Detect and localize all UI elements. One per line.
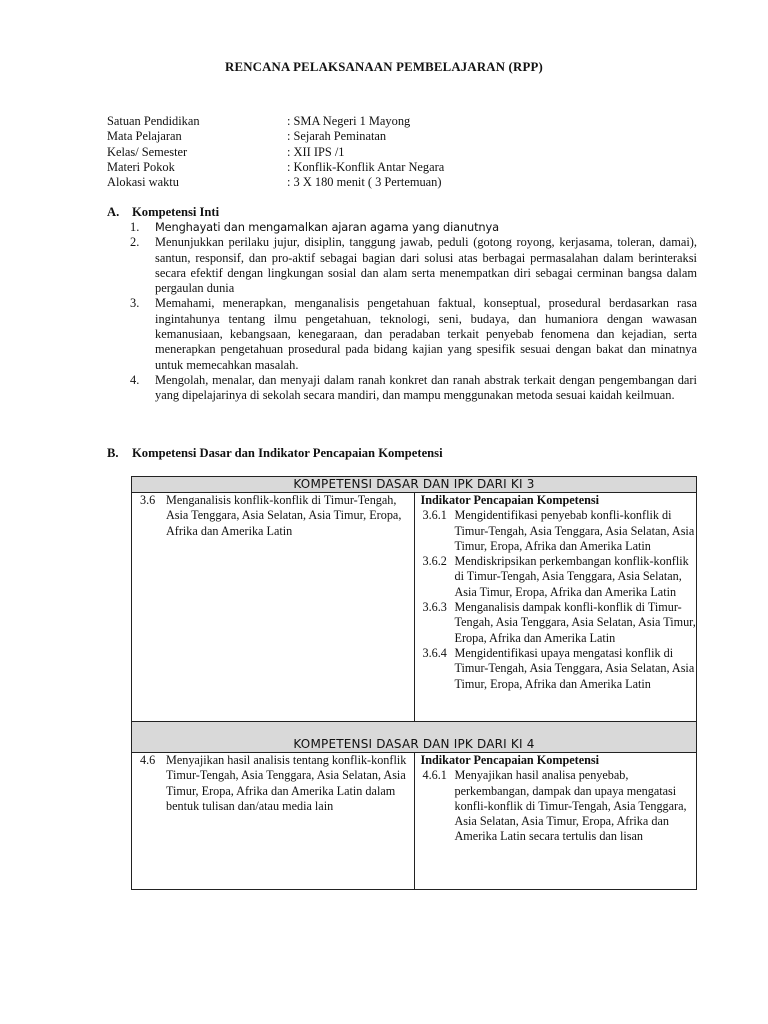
ipk-text: Mengidentifikasi upaya mengatasi konflik di Timur-Tengah, Asia Tenggara, Asia Selatan, Asia Timur, Eropa, Afrika dan Amerika Latin — [454, 645, 695, 691]
list-number: 3. — [130, 296, 140, 311]
kd-text: Menyajikan hasil analisis tentang konflik-konflik Timur-Tengah, Asia Tenggara, Asia Selatan, Asia Timur, Eropa, Afrika dan Amerika Latin dalam bentuk tulisan dan/atau media lain — [166, 753, 407, 813]
list-text: Menghayati dan mengamalkan ajaran agama yang dianutnya — [155, 220, 499, 234]
list-number: 4. — [130, 372, 140, 387]
document-title: RENCANA PELAKSANAAN PEMBELAJARAN (RPP) — [225, 60, 543, 74]
ipk-item — [423, 554, 697, 600]
info-value: : Sejarah Peminatan — [287, 129, 387, 144]
ipk-item — [423, 600, 697, 646]
ipk-cell — [414, 493, 697, 722]
info-value: : 3 X 180 menit ( 3 Pertemuan) — [287, 175, 442, 190]
info-value: : XII IPS /1 — [287, 144, 345, 159]
list-number: 2. — [130, 235, 140, 250]
list-item — [130, 296, 697, 372]
table-header: KOMPETENSI DASAR DAN IPK DARI KI 3 — [132, 477, 697, 493]
list-item — [130, 220, 697, 235]
kompetensi-inti-list — [130, 220, 697, 404]
kd-table — [131, 476, 697, 890]
ipk-cell — [414, 753, 697, 890]
list-number: 1. — [130, 220, 140, 234]
info-value: : SMA Negeri 1 Mayong — [287, 114, 411, 128]
ipk-text: Menyajikan hasil analisa penyebab, perkembangan, dampak dan upaya mengatasi konfli-konflik di Timur-Tengah, Asia Tenggara, Asia Selatan, Asia Timur, Eropa, Afrika dan Amerika Latin secara tertulis dan lisan — [454, 768, 687, 844]
ipk-text: Mendiskripsikan perkembangan konflik-konflik di Timur-Tengah, Asia Tenggara, Asia Selatan, Asia Timur, Eropa, Afrika dan Amerika Latin — [454, 554, 689, 599]
ipk-item — [423, 768, 697, 844]
list-item — [130, 235, 697, 296]
info-label: Satuan Pendidikan — [107, 114, 200, 128]
section-letter: B. — [107, 446, 119, 460]
info-label: Materi Pokok — [107, 159, 175, 174]
kd-code: 3.6 — [140, 493, 156, 507]
ipk-item — [423, 508, 697, 554]
ipk-code: 3.6.4 — [422, 645, 447, 660]
ipk-code: 3.6.3 — [422, 600, 447, 615]
ipk-title: Indikator Pencapaian Kompetensi — [420, 493, 600, 507]
section-a-heading — [107, 205, 219, 220]
kd-cell — [132, 753, 415, 890]
section-b-heading — [107, 446, 443, 461]
ipk-text: Menganalisis dampak konfli-konflik di Timur-Tengah, Asia Tenggara, Asia Selatan, Asia Timur, Eropa, Afrika dan Amerika Latin — [454, 600, 696, 645]
table-row — [132, 493, 697, 722]
table-header: KOMPETENSI DASAR DAN IPK DARI KI 4 — [132, 722, 697, 753]
ipk-code: 3.6.1 — [422, 508, 447, 523]
list-text: Mengolah, menalar, dan menyaji dalam ranah konkret dan ranah abstrak terkait dengan pengembangan dari yang dipelajarinya di sekolah secara mandiri, dan mampu menggunakan metoda sesuai kaidah keilmuan. — [155, 372, 697, 403]
kd-text: Menganalisis konflik-konflik di Timur-Tengah, Asia Tenggara, Asia Selatan, Asia Timur, Eropa, Afrika dan Amerika Latin — [166, 493, 402, 538]
kd-cell — [132, 493, 415, 722]
list-item — [130, 373, 697, 404]
ipk-text: Mengidentifikasi penyebab konfli-konflik di Timur-Tengah, Asia Tenggara, Asia Selatan, Asia Timur, Eropa, Afrika dan Amerika Latin — [454, 508, 695, 553]
list-text: Menunjukkan perilaku jujur, disiplin, tanggung jawab, peduli (gotong royong, kerjasama, toleran, damai), santun, responsif, dan pro-aktif sebagai bagian dari solusi atas berbagai permasalahan dalam berinteraksi secara efektif dengan lingkungan sosial dan alam serta menempatkan diri sebagai cerminan bangsa dalam pergaulan dunia — [155, 235, 697, 296]
ipk-code: 3.6.2 — [422, 554, 447, 569]
table-row — [132, 753, 697, 890]
ipk-item — [423, 646, 697, 692]
info-label: Alokasi waktu — [107, 175, 179, 190]
section-heading-text: Kompetensi Inti — [132, 205, 220, 219]
section-letter: A. — [107, 205, 120, 219]
info-label: Kelas/ Semester — [107, 144, 188, 159]
ipk-title: Indikator Pencapaian Kompetensi — [420, 753, 600, 767]
section-heading-text: Kompetensi Dasar dan Indikator Pencapaian Kompetensi — [132, 446, 443, 460]
kd-code: 4.6 — [140, 753, 156, 767]
info-value: : Konflik-Konflik Antar Negara — [287, 159, 445, 174]
info-label: Mata Pelajaran — [107, 129, 182, 144]
list-text: Memahami, menerapkan, menganalisis pengetahuan faktual, konseptual, prosedural berdasarkan rasa ingintahunya tentang ilmu pengetahuan, teknologi, seni, budaya, dan humaniora dengan wawasan kemanusiaan, kebangsaan, kenegaraan, dan peradaban terkait penyebab fenomena dan kejadian, serta menerapkan pengetahuan prosedural pada bidang kajian yang spesifik sesuai dengan bakat dan minatnya untuk memecahkan masalah. — [155, 296, 697, 372]
ipk-code: 4.6.1 — [422, 768, 447, 783]
